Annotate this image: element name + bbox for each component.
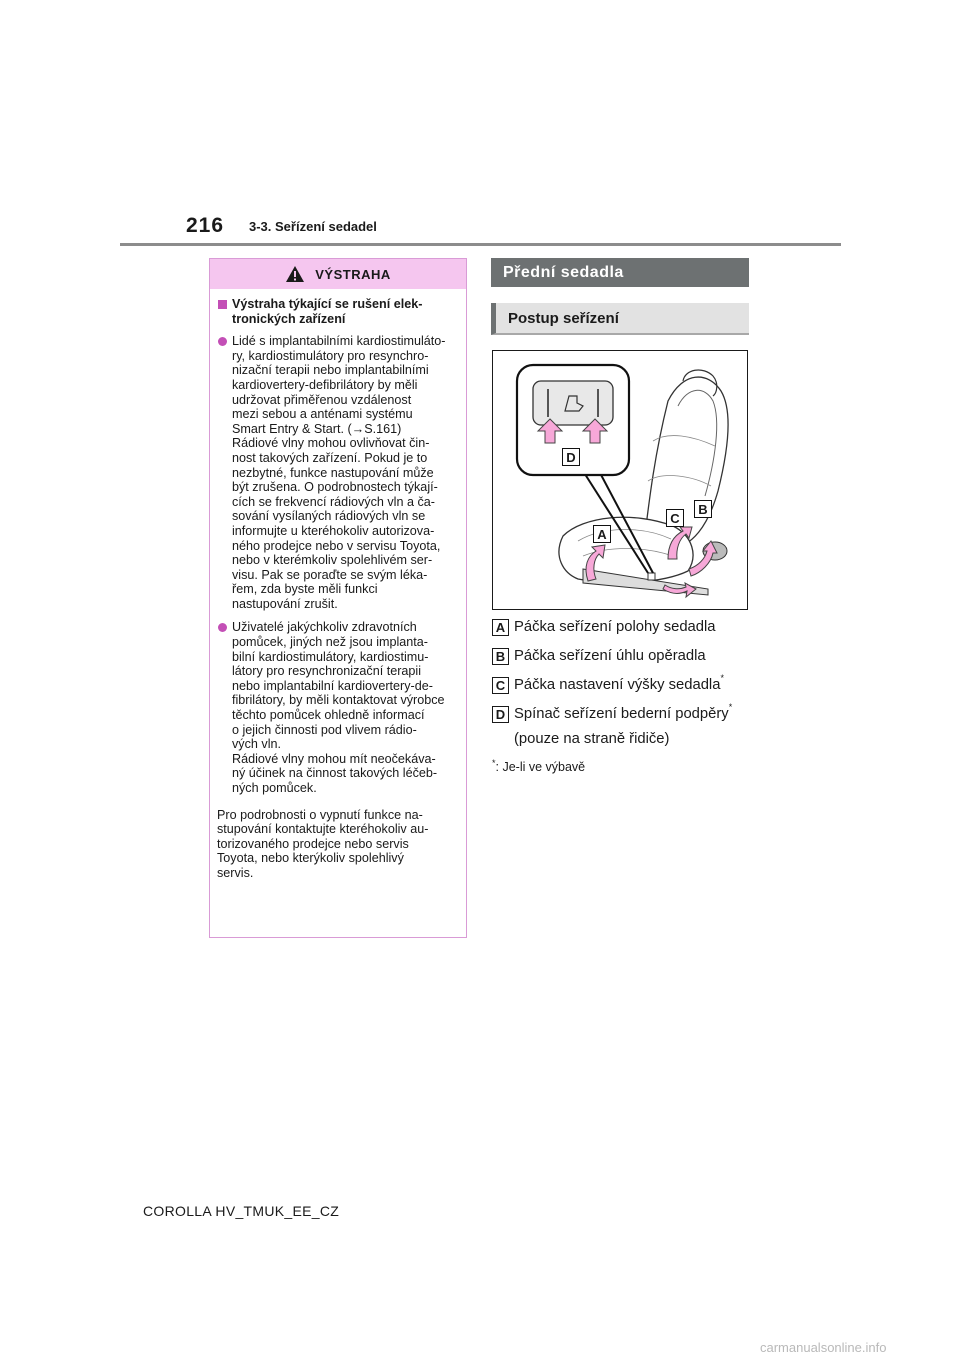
illustration-label-c: C [666, 509, 684, 527]
footer-code: COROLLA HV_TMUK_EE_CZ [143, 1203, 340, 1219]
watermark: carmanualsonline.info [760, 1340, 887, 1355]
illustration-label-a: A [593, 525, 611, 543]
legend-text: Páčka nastavení výšky sedadla* [514, 673, 724, 693]
warning-content [210, 289, 466, 881]
warning-triangle-icon [285, 265, 305, 283]
illustration-label-d: D [562, 448, 580, 466]
legend-letter: D [492, 706, 509, 723]
round-bullet-icon [218, 623, 227, 632]
round-bullet-icon [218, 337, 227, 346]
legend-letter: C [492, 677, 509, 694]
page-number: 216 [186, 214, 225, 237]
warning-header [210, 259, 466, 289]
seat-illustration [492, 350, 748, 610]
section-title: 3-3. Seřízení sedadel [249, 219, 377, 234]
seat-drawing [493, 351, 747, 609]
warning-title: VÝSTRAHA [315, 266, 391, 282]
warning-bullet-1-text: Lidé s implantabilními kardiostimuláto- ry, kardiostimulátory pro resynchro- nizační terapii nebo implantabilními kardiovertery-defibrilátory by měli udržovat přiměřenou vzdálenost mezi sebou a anténami systému Smart Entry & Start. (→S.161) Rádiové vlny mohou ovlivňovat čin- nost takových zařízení. Pokud je to nezbytné, funkce nastupování může být zrušena. O podrobnostech týkají- cích se frekvencí rádiových vln a ča- sování vysílaných rádiových vln se informujte u kteréhokoliv autorizova- ného prodejce nebo v servisu Toyota, nebo v kterémkoliv spolehlivém ser- visu. Pak se poraďte se svým léka- řem, zda byste měli funkci nastupování zrušit. [232, 334, 446, 611]
warning-heading [217, 297, 460, 326]
legend-text: Spínač seřízení bederní podpěry* [514, 702, 733, 722]
legend-item-a [492, 616, 762, 645]
warning-box [209, 258, 467, 938]
legend-letter: B [492, 648, 509, 665]
illustration-label-b: B [694, 500, 712, 518]
warning-bullet-2-text: Uživatelé jakýchkoliv zdravotních pomůcek, jiných než jsou implanta- bilní kardiostimulátory, kardiostimu- látory pro resynchronizační terapii nebo implantabilní kardiovertery-de- fibrilátory, by měli kontaktovat výrobce těchto pomůcek ohledně informací o jejich činnosti pod vlivem rádio- vých vln. Rádiové vlny mohou mít neočekáva- ný účinek na činnost takových léčeb- ných pomůcek. [232, 620, 445, 795]
legend-d-continuation: (pouze na straně řidiče) [514, 731, 670, 747]
header-rule [120, 243, 841, 246]
warning-plain-text: Pro podrobnosti o vypnutí funkce na- stupování kontaktujte kteréhokoliv au- torizovaného prodejce nebo servis Toyota, nebo kterýkoliv spolehlivý servis. [217, 807, 429, 880]
subsection-heading-adjustment: Postup seřízení [491, 303, 749, 335]
warning-bullet-1 [217, 334, 460, 611]
legend-item-c [492, 674, 762, 703]
section-heading-front-seats: Přední sedadla [491, 258, 749, 287]
warning-heading-text: Výstraha týkající se rušení elek- tronických zařízení [232, 297, 423, 326]
legend-text: Páčka seřízení polohy sedadla [514, 619, 716, 635]
footnote: *: Je-li ve výbavě [492, 758, 586, 774]
square-bullet-icon [218, 300, 227, 309]
legend-item-b [492, 645, 762, 674]
legend-letter: A [492, 619, 509, 636]
legend [492, 616, 762, 774]
warning-bullet-2 [217, 620, 460, 795]
legend-text: Páčka seřízení úhlu opěradla [514, 648, 706, 664]
